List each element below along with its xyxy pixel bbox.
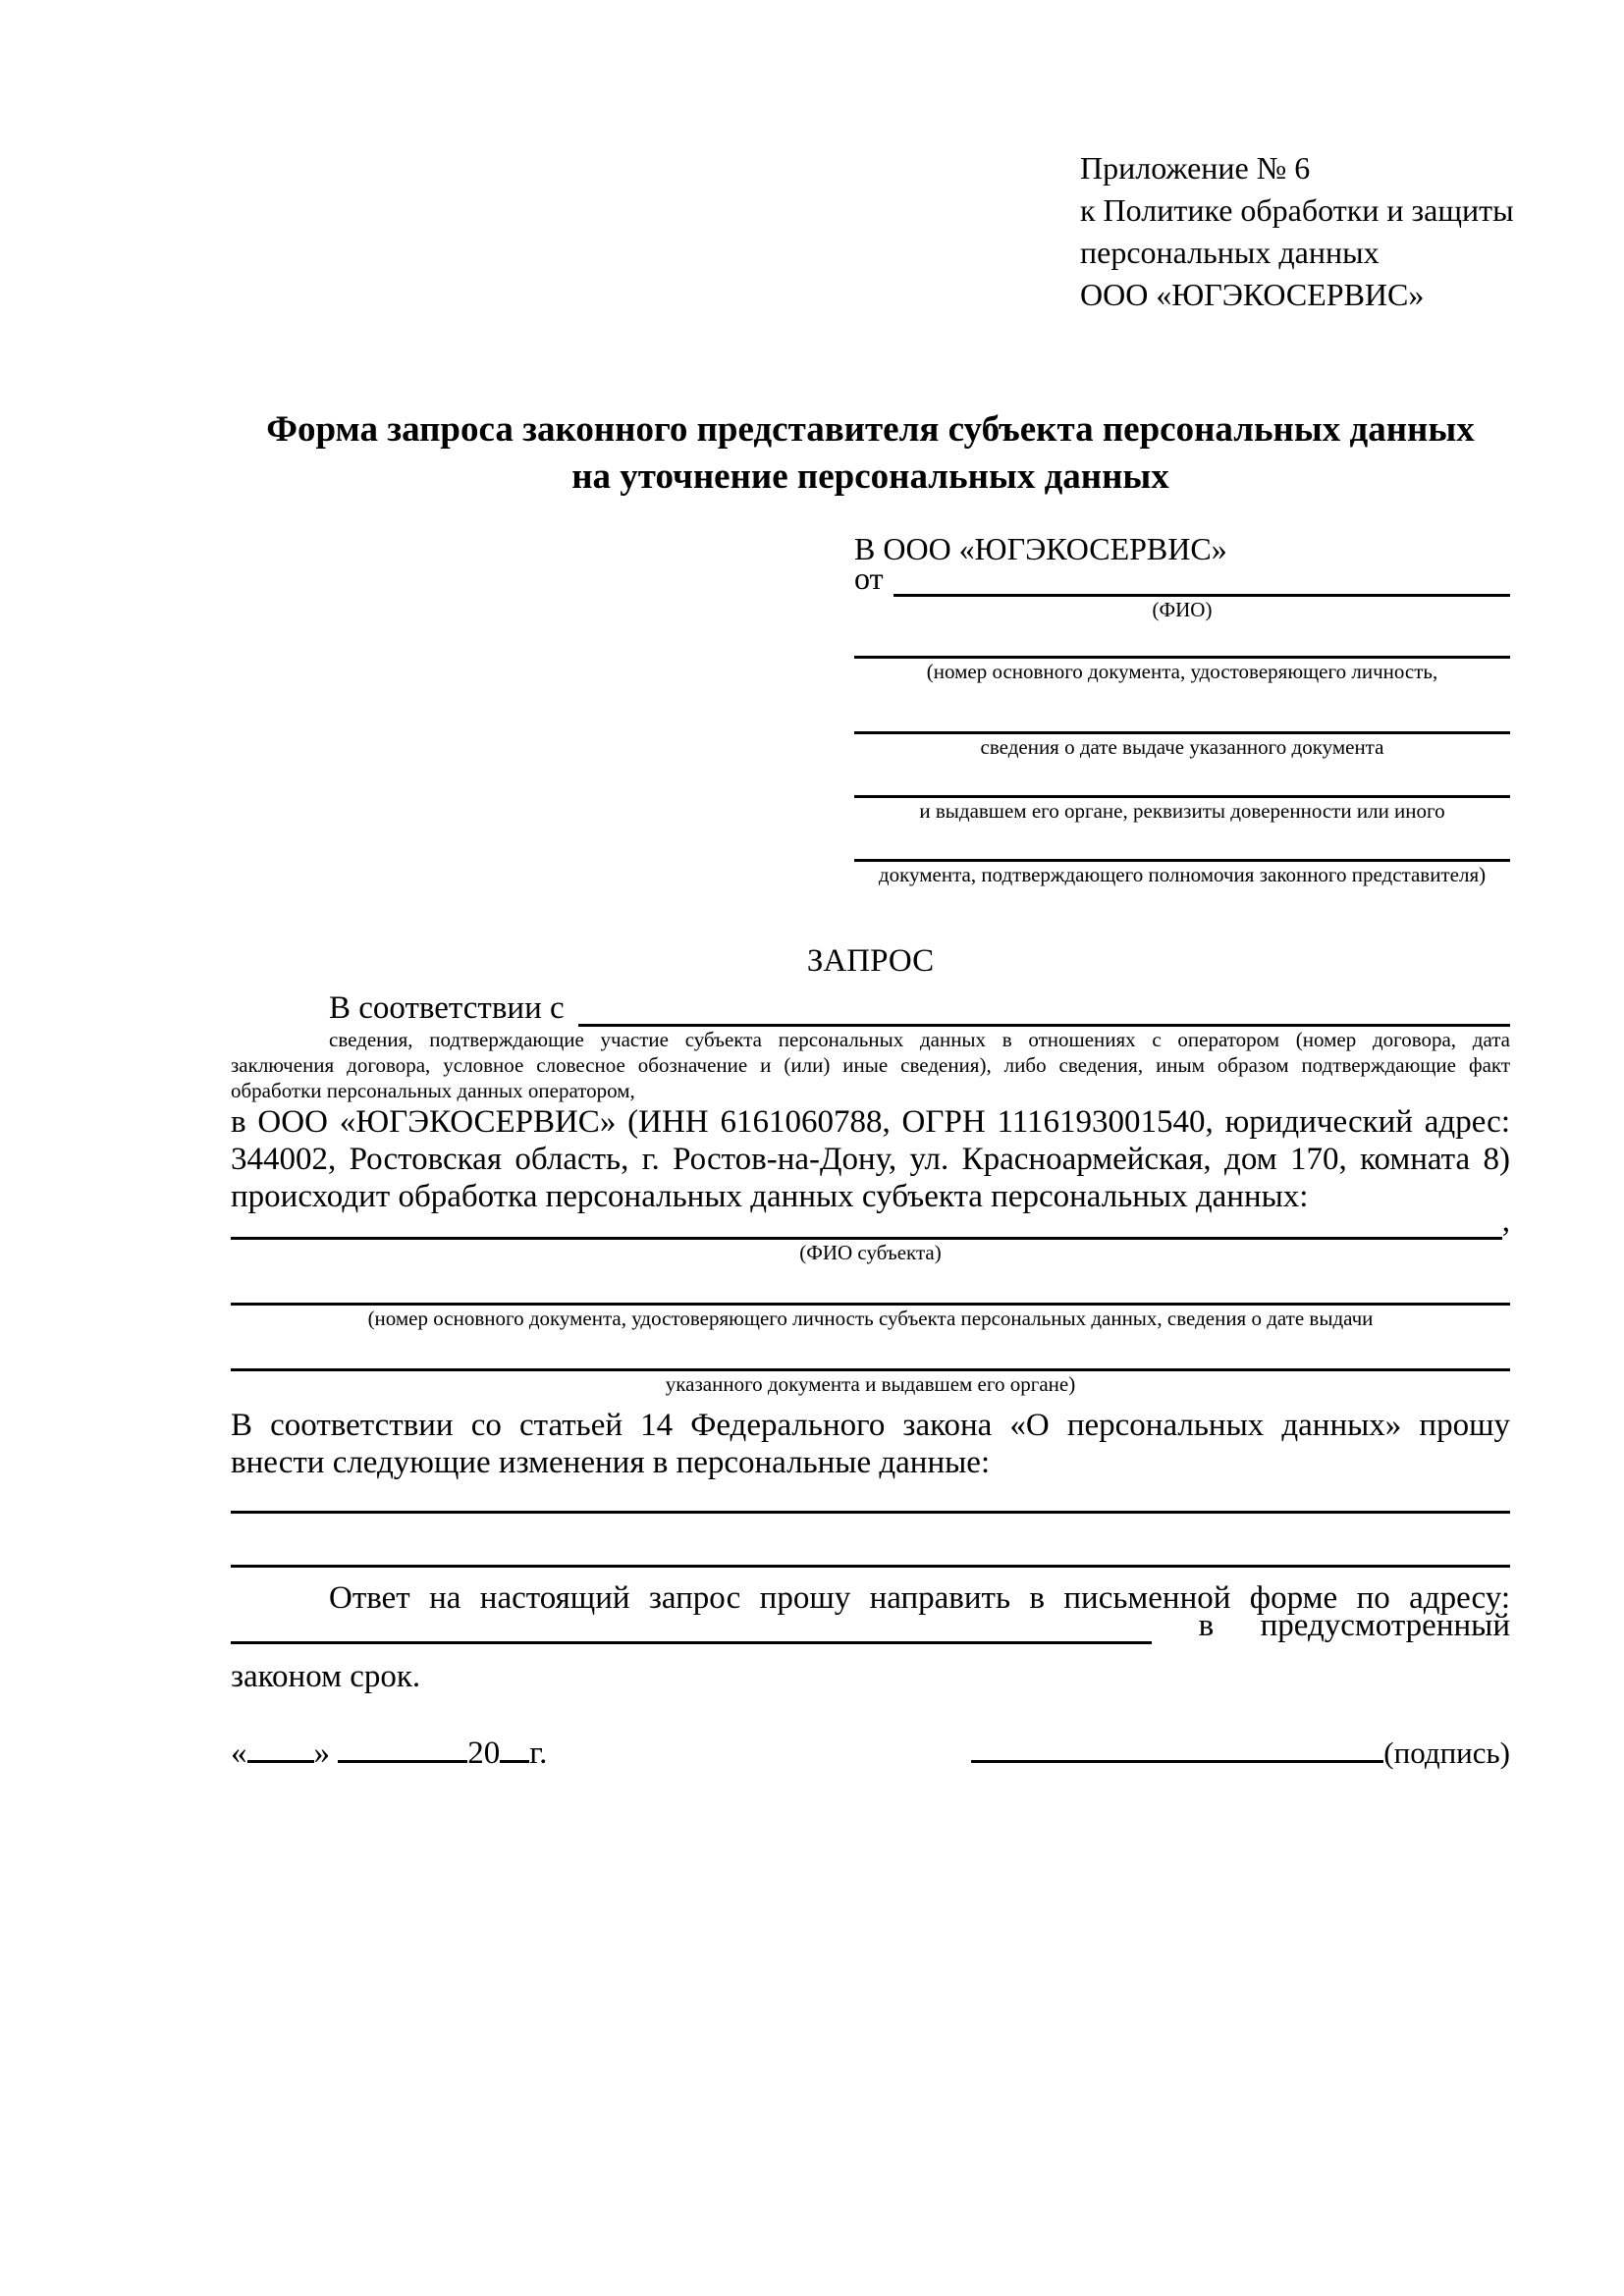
operator-paragraph <box>231 1103 1510 1215</box>
from-label: от <box>854 561 884 596</box>
year-prefix: 20 <box>467 1735 501 1771</box>
doc-caption: сведения о дате выдаче указанного документа <box>980 735 1384 759</box>
footnote-line: обработки персональных данных оператором, <box>231 1079 635 1102</box>
appendix-block <box>1080 147 1514 316</box>
footnote-text <box>231 1027 1510 1103</box>
signature-caption: (подпись) <box>1383 1735 1510 1770</box>
intro-line <box>231 988 1510 1027</box>
address-blank-field <box>231 1641 1152 1644</box>
answer-word: в <box>1198 1608 1215 1643</box>
operator-line: в ООО «ЮГЭКОСЕРВИС» (ИНН 6161060788, ОГРН 1116193001540, юридический адрес: <box>231 1104 1510 1140</box>
year-blank-field <box>500 1758 529 1763</box>
subject-doc-blank-field <box>231 1331 1510 1371</box>
date-quote-close: » <box>313 1735 330 1771</box>
subject-doc-blank-field <box>231 1265 1510 1306</box>
subject-doc-caption: (номер основного документа, удостоверяющего личность субъекта персональных данных, сведения о дате выдачи <box>367 1307 1374 1330</box>
doc-blank-field <box>854 684 1510 734</box>
law-paragraph <box>231 1407 1510 1481</box>
law-line: внести следующие изменения в персональные данные: <box>231 1445 991 1480</box>
date-signature-row <box>231 1731 1510 1772</box>
date-quote-open: « <box>231 1735 247 1771</box>
intro-label: В соответствии с <box>329 990 565 1026</box>
addressee-org: В ООО «ЮГЭКОСЕРВИС» <box>854 531 1227 566</box>
day-blank-field <box>247 1758 314 1763</box>
changes-blank-field <box>231 1481 1510 1514</box>
title-line: на уточнение персональных данных <box>571 456 1169 497</box>
appendix-line: ООО «ЮГЭКОСЕРВИС» <box>1080 277 1425 312</box>
comma: , <box>1501 1203 1510 1239</box>
appendix-line: персональных данных <box>1080 235 1380 270</box>
subject-fio-caption: (ФИО субъекта) <box>799 1241 942 1264</box>
year-suffix: г. <box>529 1735 548 1771</box>
doc-blank-field <box>854 760 1510 798</box>
doc-blank-field <box>854 824 1510 862</box>
title-line: Форма запроса законного представителя субъекта персональных данных <box>266 409 1475 450</box>
from-line <box>854 561 1510 597</box>
law-line: В соответствии со статьей 14 Федерального закона «О персональных данных» прошу <box>231 1408 1510 1443</box>
document-title <box>231 406 1510 501</box>
appendix-line: Приложение № 6 <box>1080 150 1311 186</box>
subject-fio-line <box>231 1203 1510 1240</box>
doc-blank-field <box>854 622 1510 659</box>
date-field <box>231 1735 547 1772</box>
answer-line: Ответ на настоящий запрос прошу направить в письменной форме по адресу: <box>329 1580 1510 1616</box>
doc-caption: документа, подтверждающего полномочия законного представителя) <box>878 863 1487 886</box>
footnote-line: заключения договора, условное словесное обозначение и (или) иные сведения), либо сведения, иным образом подтверждающие факт <box>231 1053 1510 1077</box>
request-heading: ЗАПРОС <box>806 943 935 979</box>
doc-caption: и выдавшем его органе, реквизиты доверенности или иного <box>919 799 1445 823</box>
footnote-line: сведения, подтверждающие участие субъекта персональных данных в отношениях с оператором (номер договора, дата <box>329 1028 1510 1051</box>
signature-field <box>971 1735 1510 1772</box>
answer-line: законом срок. <box>231 1659 421 1694</box>
answer-address-line <box>231 1608 1510 1644</box>
month-blank-field <box>338 1758 467 1763</box>
doc-caption: (номер основного документа, удостоверяющего личность, <box>926 660 1438 683</box>
operator-line: происходит обработка персональных данных субъекта персональных данных: <box>231 1179 1309 1214</box>
subject-doc-caption: указанного документа и выдавшем его органе) <box>665 1372 1076 1396</box>
operator-line: 344002, Ростовская область, г. Ростов-на-Дону, ул. Красноармейская, дом 170, комната 8) <box>231 1142 1510 1177</box>
changes-blank-field <box>231 1514 1510 1568</box>
signature-blank-field <box>971 1758 1383 1763</box>
appendix-line: к Политике обработки и защиты <box>1080 192 1514 228</box>
fio-caption: (ФИО) <box>1152 598 1213 621</box>
addressee-block <box>854 530 1510 887</box>
answer-word: предусмотренный <box>1260 1608 1510 1643</box>
